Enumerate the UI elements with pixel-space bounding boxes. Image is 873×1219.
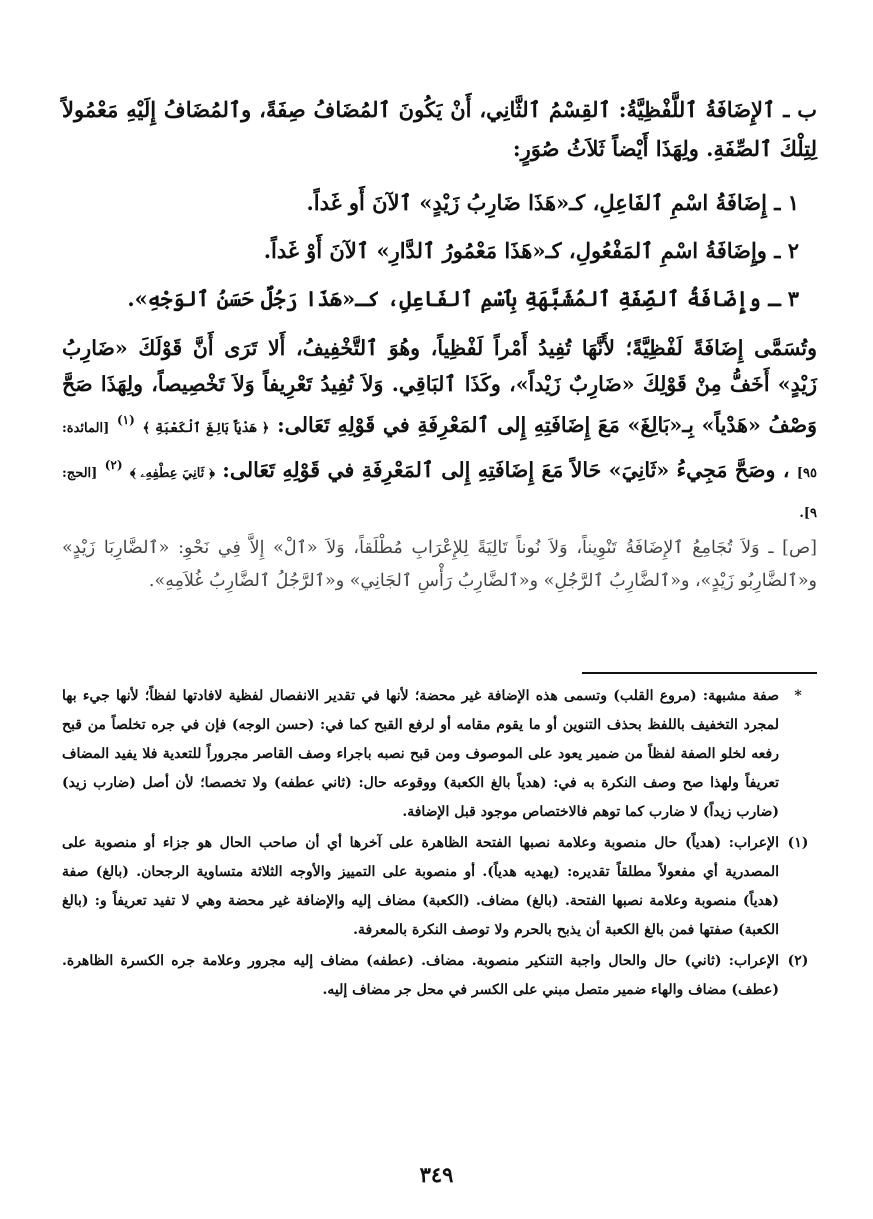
explanation-text: ، وصَحَّ مَجِيءُ «ثَانِيَ» حَالاً مَعَ إِضَافَتِهِ إِلى ٱلمَعْرِفَةِ في قَوْلِهِ تَعَالى:	[222, 457, 790, 482]
explanation-text: وتُسَمَّى إِضَافَةً لَفْظِيَّةً؛ لأَنَّهَا تُفِيدُ أَمْراً لَفْظِياً، وهُوَ ٱلتَّخْفِيفُ، أَلا تَرَى أَنَّ قَوْلَكَ «ضَارِبُ زَيْدٍ» أَخَفُّ مِنْ قَوْلِكَ «ضَارِبٌ زَيْداً»، وكَذَا ٱلبَاقِي. وَلاَ تُفِيدُ تَعْرِيفاً وَلاَ تَخْصِيصاً، ولِهَذَا صَحَّ وَصْفُ «هَدْياً» بِـ«بَالِغَ» مَعَ إِضَافَتِهِ إِلى ٱلمَعْرِفَةِ في قَوْلِهِ تَعَالى:	[62, 336, 818, 437]
intro-text: ٱلقِسْمُ ٱلثَّانِي، أَنْ يَكُونَ ٱلمُضَافُ صِفَةً، وٱلمُضَافُ إِلَيْهِ مَعْمُولاً لِتِلْكَ ٱلصِّفَةِ. ولِهَذَا أَيْضاً ثَلاَثُ صُوَرٍ:	[62, 97, 817, 161]
list-item: ١ ـ إِضَافَةُ اسْمِ ٱلفَاعِلِ، كـ«هَذَا ضَارِبُ زَيْدٍ» ٱلآنَ أَو غَداً.	[306, 190, 799, 215]
footnote-marker: (٢)	[787, 952, 809, 969]
surah-reference: [المائدة: ٩٥]	[62, 420, 818, 481]
footnote-text: صفة مشبهة: (مروع القلب) وتسمى هذه الإضافة غير محضة؛ لأنها في تقدير الانفصال لفظية لافادتها لفظاً؛ لأنها جيء بها لمجرد التخفيف باللفظ بحذف التنوين أو ما يقوم مقامه أو لرفع القبح كما في: (حسن الوجه) فإن في جره تخلصاً من قبح رفعه لخلو الصفة لفظاً من ضمير يعود على الموصوف ومن قبح نصبه باجراء وصف القاصر مجروراً للتعدية فلا يفيد المضاف تعريفاً ولهذا صح وصف النكرة به في: (هدياً بالغ الكعبة) ووقوعه حال: (ثاني عطفه) ولا تخصصا؛ لأن أصل (ضارب زيد) (ضارب زيداً) لا ضارب كما توهم فالاختصاص موجود قبل الإضافة.	[62, 687, 779, 820]
footnote	[62, 947, 817, 1005]
footnote-ref: (٢)	[104, 457, 123, 472]
matn-text: [ص] ـ وَلاَ تُجَامِعُ ٱلإِضَافَةُ تَنْوِيناً، وَلاَ نُوناً تَالِيَةً لِلإِعْرَابِ مُطْلَقاً، وَلاَ «ٱلْ» إِلاَّ فِي نَحْوِ: «ٱلضَّارِبَا زَيْدٍ» و«ٱلضَّارِبُو زَيْدٍ»، و«ٱلضَّارِبُ ٱلرَّجُلِ» و«ٱلضَّارِبُ رَأْسِ ٱلجَانِي» و«ٱلرَّجُلُ ٱلضَّارِبُ غُلاَمِهِ».	[62, 537, 817, 591]
footnotes	[62, 682, 817, 1005]
main-text	[62, 90, 817, 598]
footnote-ref: (١)	[116, 413, 135, 427]
footnote-divider	[582, 672, 817, 674]
surah-reference: [الحج: ٩].	[62, 465, 817, 521]
quran-quote: ﴿ ثَانِيَ عِطْفِهِۦ ﴾	[129, 465, 215, 481]
footnote-text: الإعراب: (ثاني) حال والحال واجبة التنكير منصوبة. مضاف. (عطفه) مضاف إليه مجرور وعلامة جره الكسرة الظاهرة. (عطف) مضاف والهاء ضمير متصل مبني على الكسر في محل جر مضاف إليه.	[62, 952, 779, 998]
intro-paragraph	[62, 90, 817, 168]
list-item: ٣ ـ وإِضَافَةُ ٱلصِّفَةِ ٱلمُشَبَّهَةِ بِٱسْمِ ٱلفَاعِلِ، كـ«هَذَا رَجُلٌ حَسَنُ ٱلوَجْهِ».	[127, 286, 799, 311]
footnote-marker: *	[794, 687, 802, 704]
footnote-marker: (١)	[787, 834, 809, 851]
footnote	[62, 829, 817, 945]
list-item: ٢ ـ وإِضَافَةُ اسْمِ ٱلمَفْعُولِ، كـ«هَذَا مَعْمُورُ ٱلدَّارِ» ٱلآنَ أَوْ غَداً.	[263, 238, 799, 263]
section-heading: ب ـ ٱلإِضَافَةُ ٱللَّفْظِيَّةُ:	[618, 97, 817, 122]
quran-quote: ﴿ هَدْيَاً بَالِغَ ٱلْكَعْبَةِ ﴾	[142, 420, 270, 436]
explanation-paragraph	[62, 330, 817, 532]
footnote-text: الإعراب: (هدياً) حال منصوبة وعلامة نصبها الفتحة الظاهرة على آخرها أي أن صاحب الحال هو جزاء أو منصوبة على المصدرية أي مفعولاً مطلقاً تقديره: (يهديه هدياً). أو منصوبة على التمييز والأوجه الثلاثة متساوية الرجحان. (بالغ) صفة (هدياً) منصوبة وعلامة نصبها الفتحة. (بالغ) مضاف. (الكعبة) مضاف إليه والإضافة غير محضة وهي لا تفيد تعريفاً و: (بالغ الكعبة) صفتها فمن بالغ الكعبة أن يذبح بالحرم ولا توصف النكرة بالمعرفة.	[62, 834, 779, 938]
page-number: ٣٤٩	[419, 1162, 454, 1187]
footnote	[62, 682, 817, 827]
